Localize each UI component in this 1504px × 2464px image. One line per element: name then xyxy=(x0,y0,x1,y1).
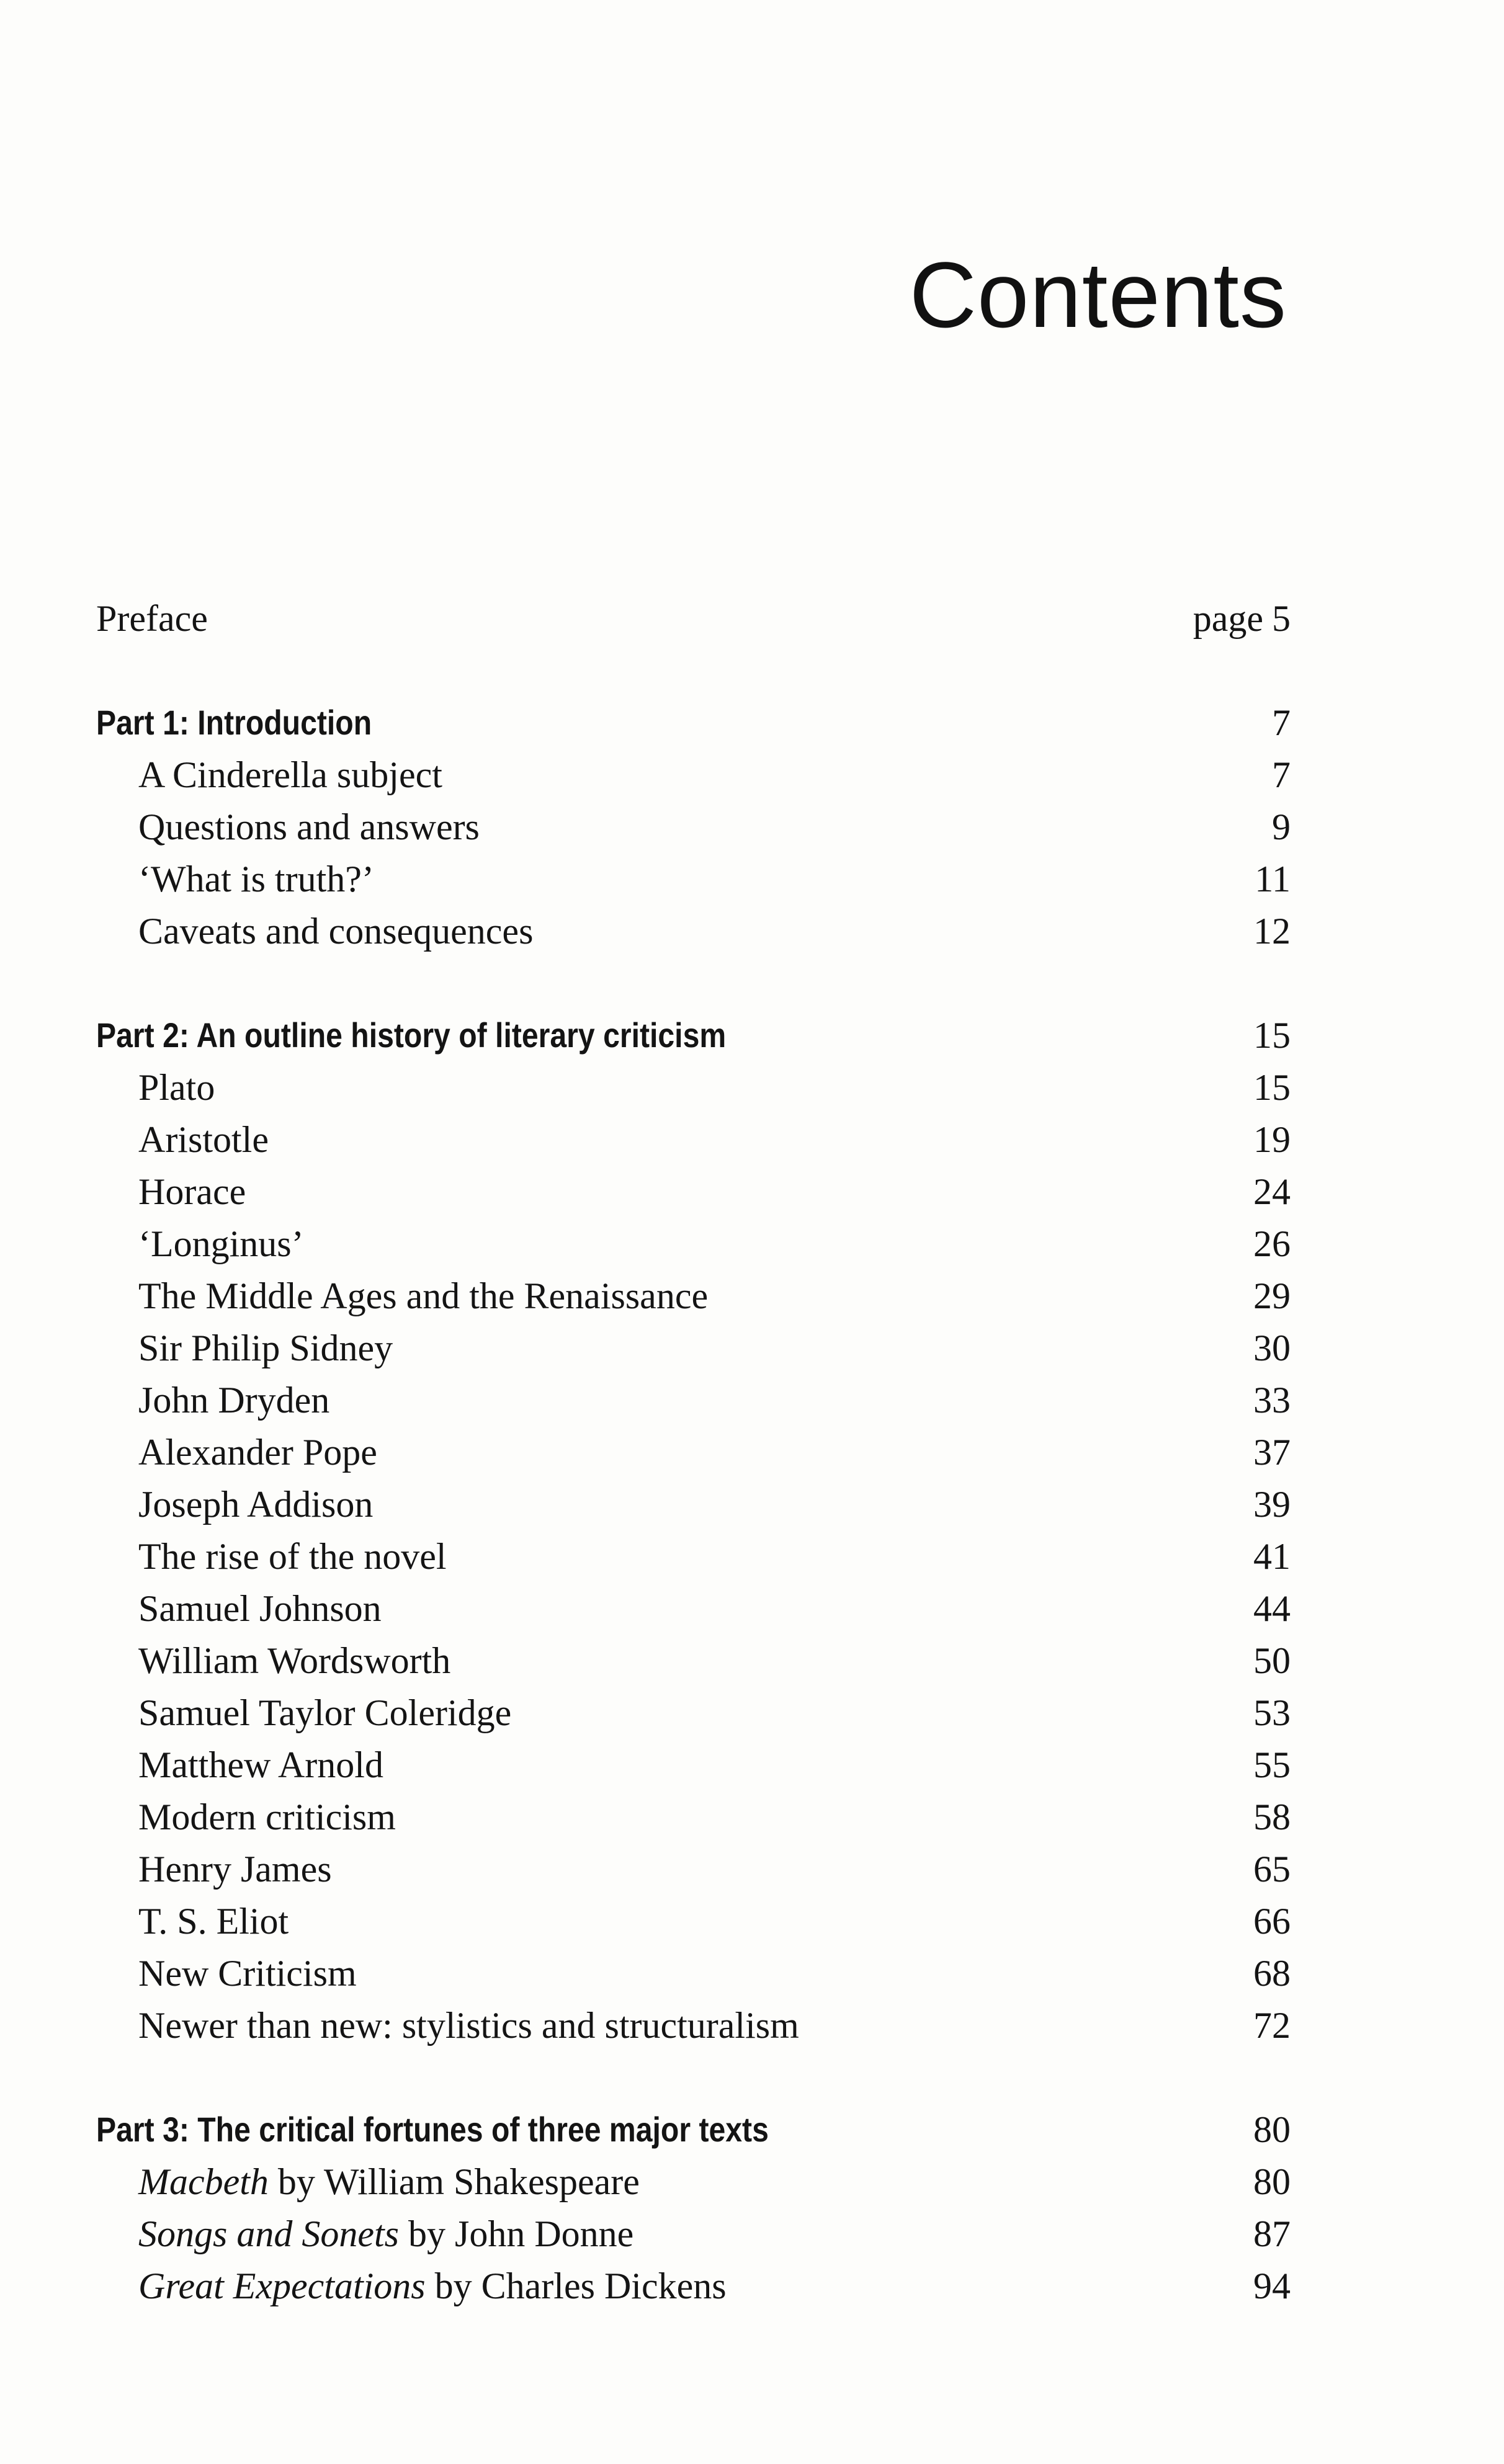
toc-page-number: 94 xyxy=(1253,2265,1291,2306)
toc-entry xyxy=(96,1530,1291,1582)
toc-page-number: 29 xyxy=(1253,1275,1291,1316)
work-author: by John Donne xyxy=(399,2213,634,2254)
toc-entry xyxy=(96,1947,1291,1999)
spacer xyxy=(96,645,1291,697)
toc-page-number: 11 xyxy=(1255,859,1291,899)
toc-page-number: 87 xyxy=(1253,2213,1291,2254)
toc-page-number: 65 xyxy=(1253,1849,1291,1890)
toc-entry xyxy=(96,1635,1291,1687)
toc-entry-label: Alexander Pope xyxy=(138,1432,377,1473)
toc-entry-label: Samuel Johnson xyxy=(138,1588,382,1629)
toc-entry xyxy=(96,1843,1291,1895)
toc-entry xyxy=(96,1895,1291,1947)
toc-entry-label: Plato xyxy=(138,1067,215,1108)
toc-part-heading xyxy=(96,2104,1291,2156)
toc-page-number: 68 xyxy=(1253,1953,1291,1994)
toc-preface xyxy=(96,592,1291,645)
toc-entry xyxy=(96,1374,1291,1426)
toc-entry xyxy=(96,1687,1291,1739)
toc-entry xyxy=(96,1166,1291,1218)
toc-entry-label: ‘What is truth?’ xyxy=(138,859,374,899)
part-label: Part 2: An outline history of literary criticism xyxy=(96,1016,727,1055)
toc-page-number: 72 xyxy=(1253,2005,1291,2046)
spacer xyxy=(96,957,1291,1009)
part-label: Part 1: Introduction xyxy=(96,703,372,742)
toc-entry-label: Samuel Taylor Coleridge xyxy=(138,1692,512,1733)
work-title: Songs and Sonets xyxy=(138,2213,399,2254)
toc-page-number: 53 xyxy=(1253,1692,1291,1733)
toc-entry xyxy=(96,1218,1291,1270)
contents-title: Contents xyxy=(909,243,1287,347)
toc-page-number xyxy=(1193,592,1291,645)
toc-entry-label: New Criticism xyxy=(138,1953,357,1994)
table-of-contents xyxy=(96,592,1291,2312)
toc-page-number: 7 xyxy=(1272,754,1291,795)
toc-entry-label: T. S. Eliot xyxy=(138,1901,289,1942)
toc-page-number: 50 xyxy=(1253,1640,1291,1681)
toc-part-heading xyxy=(96,1009,1291,1061)
toc-page-number: 15 xyxy=(1253,1067,1291,1108)
toc-entry-label: Preface xyxy=(96,598,208,639)
toc-entry-label: Matthew Arnold xyxy=(138,1744,383,1785)
toc-entry xyxy=(96,2208,1291,2260)
toc-page-number: 44 xyxy=(1253,1588,1291,1629)
toc-entry xyxy=(96,1478,1291,1530)
toc-entry xyxy=(96,1270,1291,1322)
toc-page-number: 39 xyxy=(1253,1484,1291,1525)
toc-part-heading xyxy=(96,697,1291,749)
toc-page-number: 66 xyxy=(1253,1901,1291,1942)
toc-entry-label: The rise of the novel xyxy=(138,1536,447,1577)
spacer xyxy=(96,2051,1291,2104)
toc-entry-label xyxy=(138,2208,633,2260)
toc-entry-label: Modern criticism xyxy=(138,1797,396,1837)
toc-page-number: 80 xyxy=(1253,2109,1291,2150)
toc-entry-label: Sir Philip Sidney xyxy=(138,1328,393,1368)
toc-entry xyxy=(96,1322,1291,1374)
work-author: by Charles Dickens xyxy=(425,2265,727,2306)
toc-page-number: 58 xyxy=(1253,1797,1291,1837)
toc-entry-label: Newer than new: stylistics and structuralism xyxy=(138,2005,799,2046)
toc-page-number: 80 xyxy=(1253,2161,1291,2202)
toc-entry-label: ‘Longinus’ xyxy=(138,1223,304,1264)
toc-entry-label xyxy=(138,2260,727,2312)
toc-entry-label: The Middle Ages and the Renaissance xyxy=(138,1275,709,1316)
toc-page-number: 26 xyxy=(1253,1223,1291,1264)
toc-entry-label: Caveats and consequences xyxy=(138,911,534,952)
toc-entry xyxy=(96,801,1291,853)
work-author: by William Shakespeare xyxy=(268,2161,640,2202)
toc-entry xyxy=(96,1582,1291,1635)
toc-page-number: 12 xyxy=(1253,911,1291,952)
toc-entry-label: Horace xyxy=(138,1171,246,1212)
part-label: Part 3: The critical fortunes of three major texts xyxy=(96,2110,769,2149)
toc-entry xyxy=(96,905,1291,957)
toc-page-number: 19 xyxy=(1253,1119,1291,1160)
toc-entry-label: Henry James xyxy=(138,1849,332,1890)
work-title: Great Expectations xyxy=(138,2265,426,2306)
toc-entry xyxy=(96,2260,1291,2312)
toc-page-number: 30 xyxy=(1253,1328,1291,1368)
toc-page-number: 9 xyxy=(1272,806,1291,847)
toc-entry xyxy=(96,1426,1291,1478)
toc-page-number: 7 xyxy=(1272,702,1291,743)
toc-entry-label: William Wordsworth xyxy=(138,1640,451,1681)
toc-entry-label: John Dryden xyxy=(138,1380,330,1421)
toc-entry xyxy=(96,1791,1291,1843)
toc-entry-label: Joseph Addison xyxy=(138,1484,374,1525)
toc-entry xyxy=(96,853,1291,905)
toc-page-number: 24 xyxy=(1253,1171,1291,1212)
page-prefix: page xyxy=(1193,598,1263,639)
toc-entry xyxy=(96,1739,1291,1791)
toc-entry-label: Aristotle xyxy=(138,1119,269,1160)
toc-entry-label: Questions and answers xyxy=(138,806,480,847)
toc-entry xyxy=(96,1061,1291,1114)
toc-page-number: 41 xyxy=(1253,1536,1291,1577)
toc-entry xyxy=(96,2156,1291,2208)
toc-page-number: 33 xyxy=(1253,1380,1291,1421)
work-title: Macbeth xyxy=(138,2161,269,2202)
toc-entry xyxy=(96,749,1291,801)
toc-page-number: 15 xyxy=(1253,1015,1291,1056)
toc-entry xyxy=(96,1114,1291,1166)
toc-page-number: 37 xyxy=(1253,1432,1291,1473)
toc-entry-label: A Cinderella subject xyxy=(138,754,442,795)
toc-entry xyxy=(96,1999,1291,2051)
toc-page-number: 55 xyxy=(1253,1744,1291,1785)
page-value: 5 xyxy=(1272,598,1291,639)
toc-entry-label xyxy=(138,2156,640,2208)
